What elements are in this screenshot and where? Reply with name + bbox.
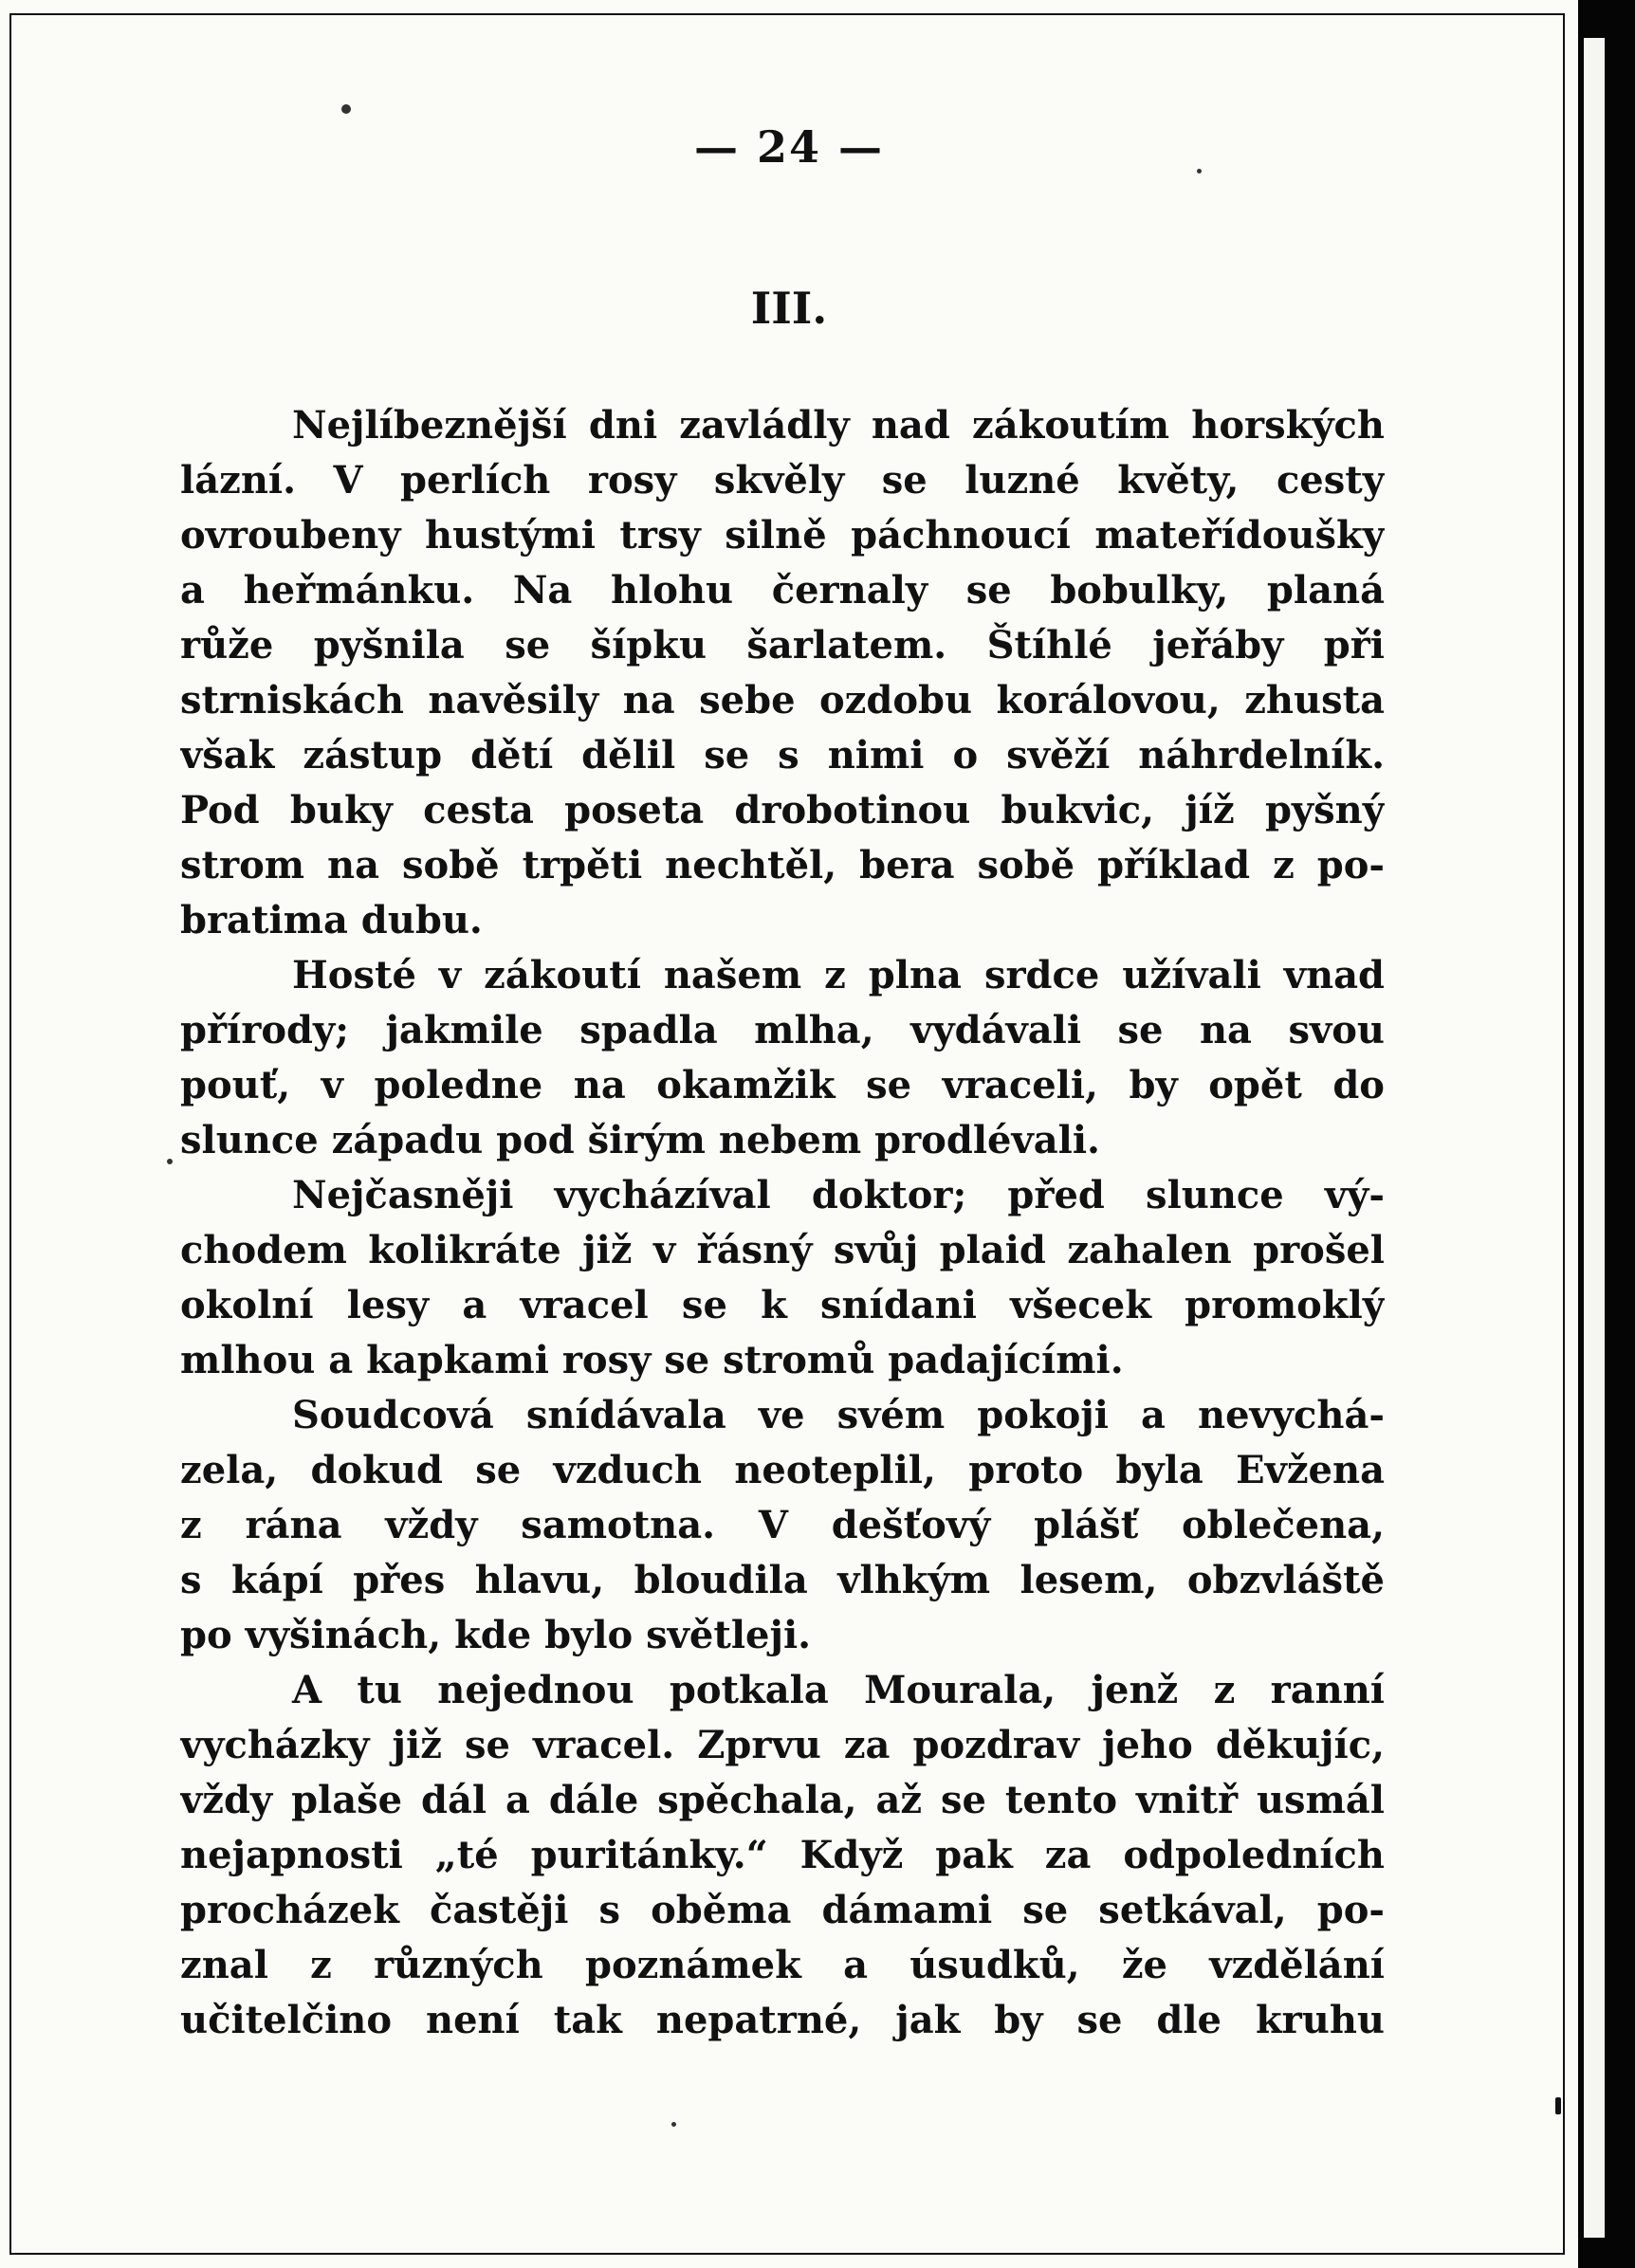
text-line: po vyšinách, kde bylo světleji. [180,1613,812,1657]
chapter-heading: III. [750,283,828,334]
text-line: Pod buky cesta poseta drobotinou bukvic, jíž pyšný [180,788,1385,832]
text-line: Soudcová snídávala ve svém pokoji a nevychá- [292,1393,1385,1437]
text-line: Nejlíbeznější dni zavládly nad zákoutím horských [292,403,1385,448]
scan-speck [671,2122,676,2127]
text-line: ovroubeny hustými trsy silně páchnoucí mateřídoušky [180,513,1385,558]
text-line: Hosté v zákoutí našem z plna srdce užívali vnad [292,953,1385,997]
text-line: slunce západu pod širým nebem prodlévali. [180,1118,1100,1162]
scan-speck [1197,169,1202,174]
text-line: strom na sobě trpěti nechtěl, bera sobě příklad z po- [180,843,1385,887]
text-line: přírody; jakmile spadla mlha, vydávali se na svou [180,1008,1385,1052]
text-line: s kápí přes hlavu, bloudila vlhkým lesem, obzvláště [180,1558,1385,1602]
text-line: a heřmánku. Na hlohu černaly se bobulky, planá [180,568,1385,613]
text-line: učitelčino není tak nepatrné, jak by se dle kruhu [180,1998,1385,2042]
text-line: vycházky již se vracel. Zprvu za pozdrav jeho děkujíc, [180,1723,1385,1767]
text-line: růže pyšnila se šípku šarlatem. Štíhlé jeřáby při [180,623,1385,668]
text-line: mlhou a kapkami rosy se stromů padajícími. [180,1338,1124,1382]
text-line: pouť, v poledne na okamžik se vraceli, by opět do [180,1063,1385,1107]
adjacent-page-edge [1584,38,1605,2238]
text-line: však zástup dětí dělil se s nimi o svěží náhrdelník. [180,733,1385,777]
text-line: chodem kolikráte již v řásný svůj plaid zahalen prošel [180,1228,1385,1272]
text-line: A tu nejednou potkala Mourala, jenž z ranní [292,1668,1385,1712]
scan-speck [1555,2097,1561,2114]
text-line: Nejčasněji vycházíval doktor; před slunce vý- [292,1173,1385,1217]
scanner-edge [1578,0,1635,2268]
scan-speck [167,1159,173,1164]
text-line: procházek častěji s oběma dámami se setkával, po- [180,1888,1385,1932]
text-line: nejapnosti „té puritánky.“ Když pak za odpoledních [180,1833,1385,1877]
text-line: z rána vždy samotna. V dešťový plášť oblečena, [180,1503,1385,1547]
text-line: strniskách navěsily na sebe ozdobu korálovou, zhusta [180,678,1385,722]
text-line: bratima dubu. [180,898,483,942]
text-line: znal z různých poznámek a úsudků, že vzdělání [180,1943,1385,1987]
page-number-header: — 24 — [693,121,885,173]
text-line: zela, dokud se vzduch neoteplil, proto byla Evžena [180,1448,1385,1492]
body-text [180,398,1385,2048]
scan-speck [341,104,351,114]
text-line: vždy plaše dál a dále spěchala, až se tento vnitř usmál [180,1778,1385,1822]
text-line: okolní lesy a vracel se k snídani všecek promoklý [180,1283,1385,1327]
text-line: lázní. V perlích rosy skvěly se luzné květy, cesty [180,458,1385,503]
